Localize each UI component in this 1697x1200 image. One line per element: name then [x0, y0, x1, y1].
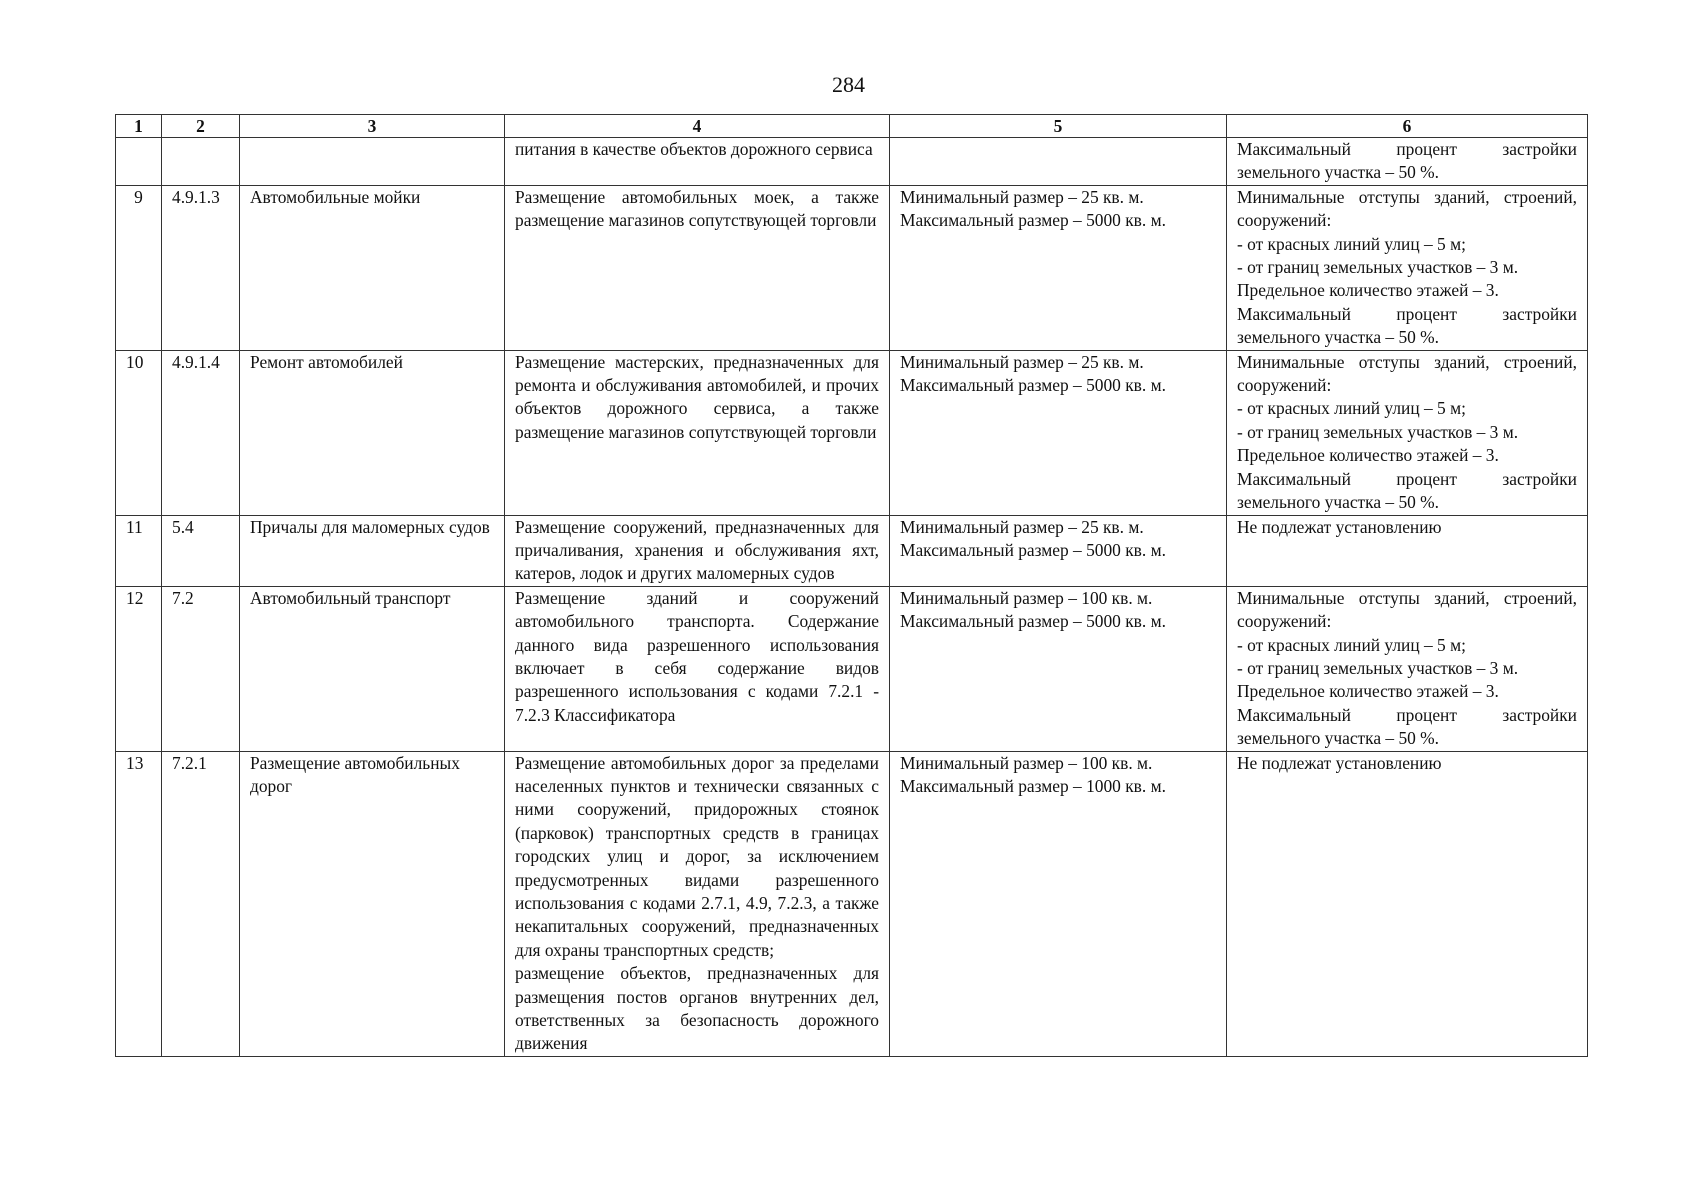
param-line: Минимальные отступы зданий, строений, сооружений:	[1237, 587, 1577, 632]
row-size	[890, 586, 1227, 751]
param-line: Минимальные отступы зданий, строений, сооружений:	[1237, 186, 1577, 231]
param-line: - от красных линий улиц – 5 м;	[1237, 634, 1466, 655]
row-name	[240, 138, 505, 186]
row-size	[890, 138, 1227, 186]
size-min: Минимальный размер – 25 кв. м.	[900, 351, 1144, 372]
zoning-table	[115, 114, 1588, 1057]
row-description: Размещение мастерских, предназначенных для ремонта и обслуживания автомобилей, и прочих объектов дорожного сервиса, а также размещение магазинов сопутствующей торговли	[505, 350, 890, 515]
param-line: - от красных линий улиц – 5 м;	[1237, 233, 1466, 254]
size-max: Максимальный размер – 5000 кв. м.	[900, 611, 1166, 632]
table-row	[116, 185, 1588, 350]
row-number: 13	[116, 751, 162, 1056]
row-params	[1227, 586, 1588, 751]
row-code	[162, 138, 240, 186]
row-description: Размещение автомобильных моек, а также размещение магазинов сопутствующей торговли	[505, 185, 890, 350]
row-name: Автомобильные мойки	[240, 185, 505, 350]
param-line: Не подлежат установлению	[1237, 516, 1442, 537]
row-params	[1227, 751, 1588, 1056]
param-line: - от красных линий улиц – 5 м;	[1237, 398, 1466, 419]
table-row	[116, 586, 1588, 751]
row-name: Причалы для маломерных судов	[240, 515, 505, 586]
row-number	[116, 138, 162, 186]
header-col-2: 2	[162, 115, 240, 138]
row-name: Ремонт автомобилей	[240, 350, 505, 515]
row-number: 12	[116, 586, 162, 751]
row-size	[890, 515, 1227, 586]
header-col-5: 5	[890, 115, 1227, 138]
table-row	[116, 350, 1588, 515]
param-line: Не подлежат установлению	[1237, 752, 1442, 773]
row-size	[890, 185, 1227, 350]
row-description: питания в качестве объектов дорожного сервиса	[505, 138, 890, 186]
description-part: размещение объектов, предназначенных для размещения постов органов внутренних дел, ответственных за безопасность дорожного движения	[515, 963, 879, 1054]
size-min: Минимальный размер – 100 кв. м.	[900, 752, 1153, 773]
row-params	[1227, 515, 1588, 586]
row-code: 7.2	[162, 586, 240, 751]
param-line: Предельное количество этажей – 3.	[1237, 445, 1499, 466]
row-code: 7.2.1	[162, 751, 240, 1056]
param-line: - от границ земельных участков – 3 м.	[1237, 657, 1519, 678]
row-code: 4.9.1.4	[162, 350, 240, 515]
row-description	[505, 751, 890, 1056]
row-name: Размещение автомобильных дорог	[240, 751, 505, 1056]
header-col-1: 1	[116, 115, 162, 138]
param-line: Максимальный процент застройки земельного участка – 50 %.	[1237, 303, 1577, 348]
row-description: Размещение зданий и сооружений автомобильного транспорта. Содержание данного вида разрешенного использования включает в себя содержание видов разрешенного использования с кодами 7.2.1 - 7.2.3 Классификатора	[505, 586, 890, 751]
param-line: Предельное количество этажей – 3.	[1237, 280, 1499, 301]
description-part: Размещение автомобильных дорог за пределами населенных пунктов и технически связанных с ними сооружений, придорожных стоянок (парковок) транспортных средств в границах городских улиц и дорог, за исключением предусмотренных видами разрешенного использования с кодами 2.7.1, 4.9, 7.2.3, а также некапитальных сооружений, предназначенных для охраны транспортных средств;	[515, 752, 879, 960]
row-code: 4.9.1.3	[162, 185, 240, 350]
param-line: Максимальный процент застройки земельного участка – 50 %.	[1237, 468, 1577, 513]
row-name: Автомобильный транспорт	[240, 586, 505, 751]
size-min: Минимальный размер – 25 кв. м.	[900, 186, 1144, 207]
row-params	[1227, 350, 1588, 515]
row-number: 9	[116, 185, 162, 350]
table-row	[116, 515, 1588, 586]
row-number: 10	[116, 350, 162, 515]
row-code: 5.4	[162, 515, 240, 586]
size-max: Максимальный размер – 5000 кв. м.	[900, 210, 1166, 231]
table-row	[116, 751, 1588, 1056]
size-max: Максимальный размер – 5000 кв. м.	[900, 375, 1166, 396]
size-min: Минимальный размер – 100 кв. м.	[900, 587, 1153, 608]
row-size	[890, 350, 1227, 515]
row-size	[890, 751, 1227, 1056]
param-line: Максимальный процент застройки земельного участка – 50 %.	[1237, 704, 1577, 749]
param-line: - от границ земельных участков – 3 м.	[1237, 421, 1519, 442]
row-number: 11	[116, 515, 162, 586]
param-line: - от границ земельных участков – 3 м.	[1237, 257, 1519, 278]
size-min: Минимальный размер – 25 кв. м.	[900, 516, 1144, 537]
param-line: Максимальный процент застройки земельного участка – 50 %.	[1237, 139, 1577, 183]
param-line: Предельное количество этажей – 3.	[1237, 681, 1499, 702]
table-row	[116, 138, 1588, 186]
page-number: 284	[832, 72, 865, 97]
row-params	[1227, 138, 1588, 186]
size-max: Максимальный размер – 5000 кв. м.	[900, 539, 1166, 560]
table-header-row	[116, 115, 1588, 138]
header-col-6: 6	[1227, 115, 1588, 138]
param-line: Минимальные отступы зданий, строений, сооружений:	[1237, 351, 1577, 396]
row-params	[1227, 185, 1588, 350]
header-col-4: 4	[505, 115, 890, 138]
row-description: Размещение сооружений, предназначенных для причаливания, хранения и обслуживания яхт, катеров, лодок и других маломерных судов	[505, 515, 890, 586]
size-max: Максимальный размер – 1000 кв. м.	[900, 775, 1166, 796]
header-col-3: 3	[240, 115, 505, 138]
